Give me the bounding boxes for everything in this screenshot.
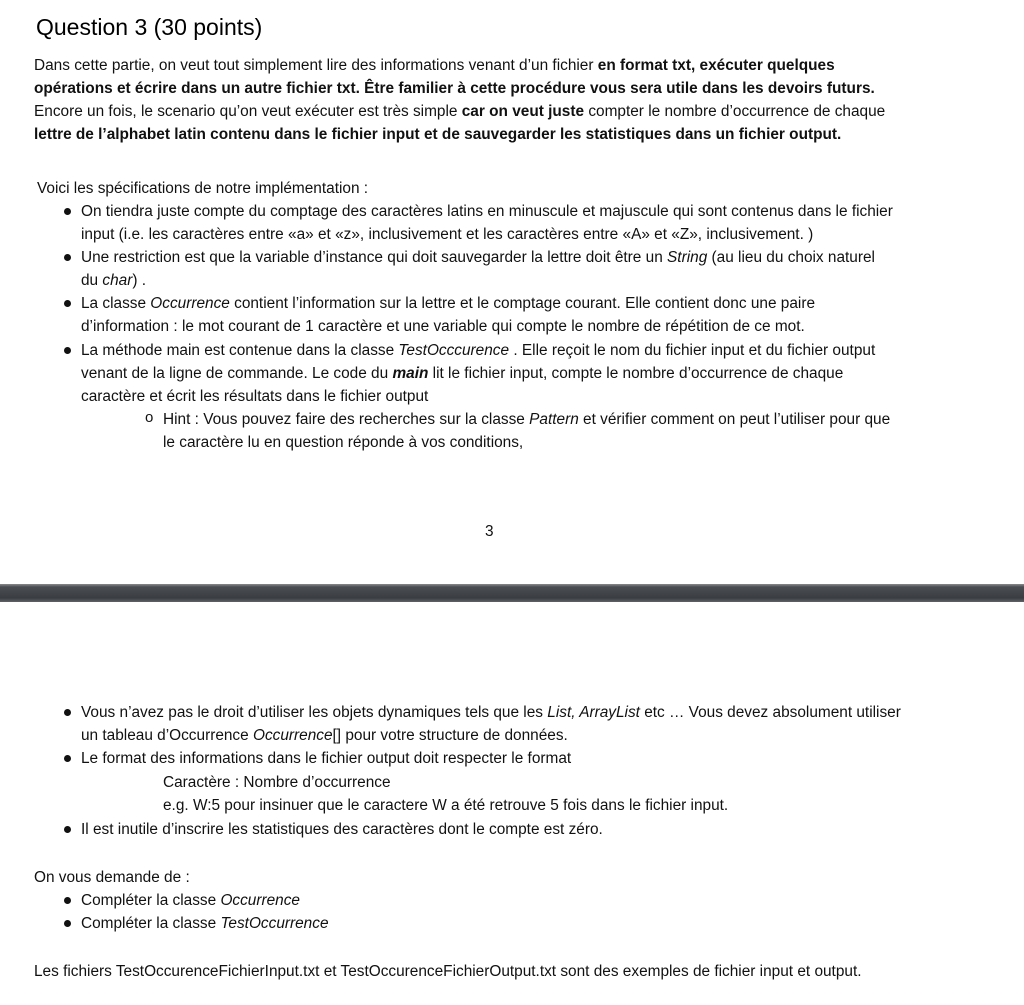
spec-3-line-1: La classe Occurrence contient l’information sur la lettre et le comptage courant. Elle contient donc une paire xyxy=(81,295,816,312)
question-title: Question 3 (30 points) xyxy=(36,14,263,40)
output-format-line: Caractère : Nombre d’occurrence xyxy=(163,774,391,791)
bullet-icon xyxy=(64,709,71,716)
specs-heading: Voici les spécifications de notre implémentation : xyxy=(37,180,369,197)
spec-5-line-2: un tableau d’Occurrence Occurrence[] pour votre structure de données. xyxy=(81,727,568,744)
page-separator xyxy=(0,584,1024,602)
spec-2-line-1: Une restriction est que la variable d’instance qui doit sauvegarder la lettre doit être un String (au lieu du choix naturel xyxy=(81,249,875,266)
bullet-icon xyxy=(64,254,71,261)
spec-4-line-2: venant de la ligne de commande. Le code du main lit le fichier input, compte le nombre d’occurrence de chaque xyxy=(81,365,844,382)
intro-line-2: opérations et écrire dans un autre fichier txt. Être familier à cette procédure vous sera utile dans les devoirs futurs. xyxy=(34,80,875,97)
spec-1-line-2: input (i.e. les caractères entre «a» et «z», inclusivement et les caractères entre «A» et «Z», inclusivement. ) xyxy=(81,226,814,243)
sub-bullet-marker: o xyxy=(145,409,154,426)
bullet-icon xyxy=(64,826,71,833)
spec-6-line-1: Le format des informations dans le fichier output doit respecter le format xyxy=(81,750,572,767)
bullet-icon xyxy=(64,920,71,927)
hint-line-2: le caractère lu en question réponde à vos conditions, xyxy=(163,434,524,451)
spec-4-line-3: caractère et écrit les résultats dans le fichier output xyxy=(81,388,429,405)
hint-line-1: Hint : Vous pouvez faire des recherches sur la classe Pattern et vérifier comment on peut l’utiliser pour que xyxy=(163,411,891,428)
spec-3-line-2: d’information : le mot courant de 1 caractère et une variable qui compte le nombre de répétition de ce mot. xyxy=(81,318,805,335)
bullet-icon xyxy=(64,897,71,904)
intro-line-4: lettre de l’alphabet latin contenu dans le fichier input et de sauvegarder les statistiques dans un fichier output. xyxy=(34,126,842,143)
spec-1-line-1: On tiendra juste compte du comptage des caractères latins en minuscule et majuscule qui sont contenus dans le fichier xyxy=(81,203,893,220)
spec-2-line-2: du char) . xyxy=(81,272,147,289)
spec-4-line-1: La méthode main est contenue dans la classe TestOcccurence . Elle reçoit le nom du fichier input et du fichier output xyxy=(81,342,876,359)
intro-line-1: Dans cette partie, on veut tout simplement lire des informations venant d’un fichier en format txt, exécuter quelques xyxy=(34,57,835,74)
footer-note: Les fichiers TestOccurenceFichierInput.txt et TestOccurenceFichierOutput.txt sont des exemples de fichier input et output. xyxy=(34,963,862,980)
intro-line-3: Encore un fois, le scenario qu’on veut exécuter est très simple car on veut juste compter le nombre d’occurrence de chaque xyxy=(34,103,886,120)
ask-item-1: Compléter la classe Occurrence xyxy=(81,892,300,909)
page-number: 3 xyxy=(485,523,494,540)
ask-item-2: Compléter la classe TestOccurrence xyxy=(81,915,329,932)
spec-5-line-1: Vous n’avez pas le droit d’utiliser les objets dynamiques tels que les List, ArrayList etc … Vous devez absolument utiliser xyxy=(81,704,901,721)
bullet-icon xyxy=(64,300,71,307)
bullet-icon xyxy=(64,755,71,762)
output-format-example: e.g. W:5 pour insinuer que le caractere W a été retrouve 5 fois dans le fichier input. xyxy=(163,797,729,814)
ask-heading: On vous demande de : xyxy=(34,869,190,886)
bullet-icon xyxy=(64,347,71,354)
spec-7-line-1: Il est inutile d’inscrire les statistiques des caractères dont le compte est zéro. xyxy=(81,821,603,838)
bullet-icon xyxy=(64,208,71,215)
